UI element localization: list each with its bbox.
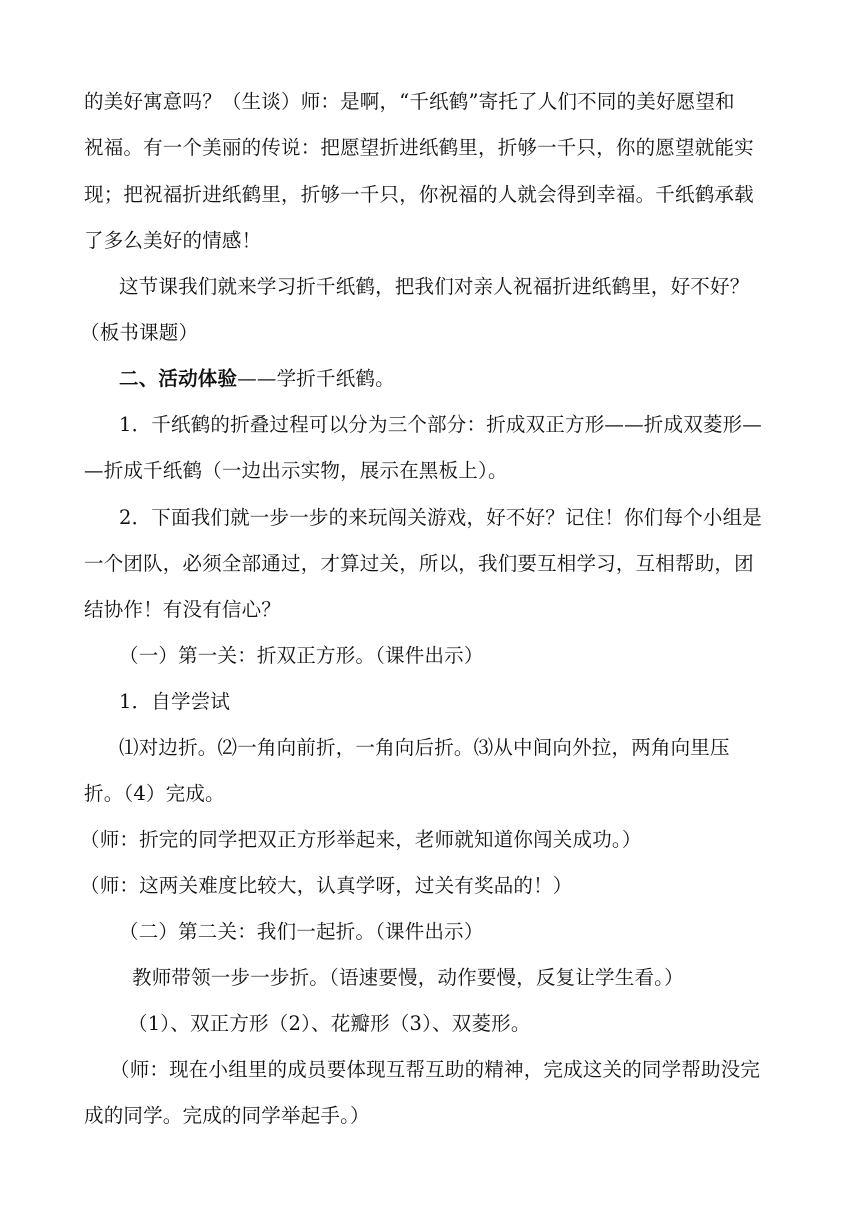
text-line-21: （1）、双正方形（2）、花瓣形（3）、双菱形。 [128,1012,531,1035]
text-line-1: 的美好寓意吗？（生谈）师：是啊，“千纸鹤”寄托了人们不同的美好愿望和 [84,90,735,113]
text-line-4: 了多么美好的情感！ [84,229,262,252]
text-line-8: 1．千纸鹤的折叠过程可以分为三个部分：折成双正方形——折成双菱形— [119,413,763,436]
text-line-20: 教师带领一步一步折。（语速要慢，动作要慢，反复让学生看。） [132,966,684,989]
text-line-13: （一）第一关：折双正方形。（课件出示） [119,644,484,667]
text-line-17: （师：折完的同学把双正方形举起来，老师就知道你闯关成功。） [80,828,642,851]
text-line-23: 成的同学。完成的同学举起手。） [84,1104,370,1127]
section-heading-bold: 二、活动体验 [119,367,238,390]
text-line-5: 这节课我们就来学习折千纸鹤，把我们对亲人祝福折进纸鹤里，好不好？ [119,275,750,298]
text-line-10: 2．下面我们就一步一步的来玩闯关游戏，好不好？记住！你们每个小组是 [119,506,763,529]
section-heading-rest: ——学折千纸鹤。 [237,367,395,390]
text-line-22: （师：现在小组里的成员要体现互帮互助的精神，完成这关的同学帮助没完 [110,1058,761,1081]
text-line-9: —折成千纸鹤（一边出示实物，展示在黑板上）。 [84,459,508,482]
text-line-14: 1．自学尝试 [119,690,231,713]
text-line-12: 结协作！有没有信心？ [84,598,282,621]
text-line-3: 现；把祝福折进纸鹤里，折够一千只，你祝福的人就会得到幸福。千纸鹤承载 [84,183,754,206]
text-line-11: 一个团队，必须全部通过，才算过关，所以，我们要互相学习，互相帮助，团 [84,552,754,575]
text-line-6: （板书课题） [80,321,199,344]
text-line-2: 祝福。有一个美丽的传说：把愿望折进纸鹤里，折够一千只，你的愿望就能实 [84,136,754,159]
text-line-19: （二）第二关：我们一起折。（课件出示） [119,920,484,943]
text-line-18: （师：这两关难度比较大，认真学呀，过关有奖品的！） [80,874,573,897]
section-heading-line [119,364,395,394]
text-line-16: 折。（4）完成。 [84,782,225,805]
text-line-15: ⑴对边折。⑵一角向前折，一角向后折。⑶从中间向外拉，两角向里压 [119,736,730,759]
